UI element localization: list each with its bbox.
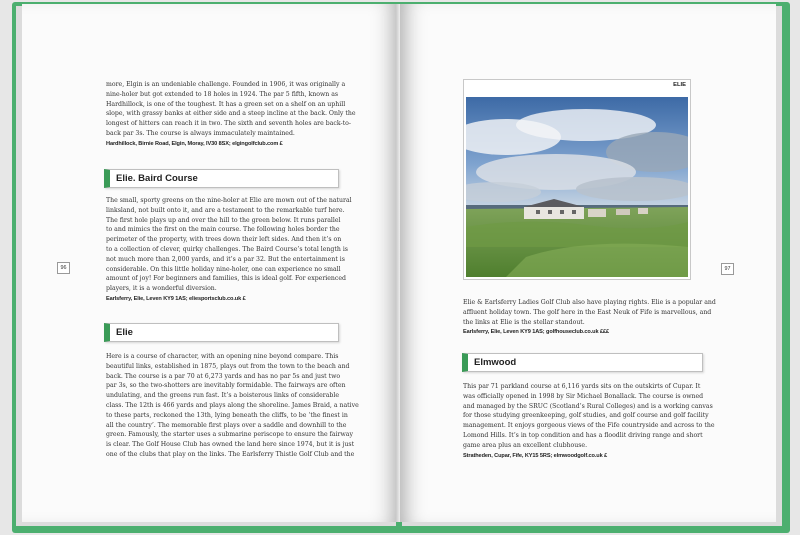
text-line: Elie & Earlsferry Ladies Golf Club also have playing rights. Elie is a popular and [463, 299, 716, 306]
text-line: considerable. On this little holiday nine-holer, one can experience no small [106, 265, 341, 273]
text-line: back par 3s. The course is always immaculately maintained. [106, 129, 295, 137]
intro-text [106, 80, 359, 147]
text-line: players, it is a wonderful diversion. [106, 285, 217, 293]
section-heading-elmwood: Elmwood [462, 353, 703, 372]
page-number-left: 96 [57, 262, 70, 274]
text-line: amount of joy! For beginners and families, this is ideal golf. For experienced [106, 275, 346, 283]
text-line: beautiful links, established in 1875, plays out from the town to the beach and [106, 362, 350, 370]
text-line: is clear. The Golf House Club has owned the land here since 1974, but it is just [106, 441, 355, 449]
text-line: par 3s, so the two-shotters are inevitably formidable. The fairways are often [106, 382, 346, 390]
continued-text [463, 298, 716, 335]
text-line: one of the clubs that play on the links. The Earlsferry Thistle Golf Club and the [106, 450, 355, 458]
text-line: to and mimics the first on the main course. The following holes border the [106, 226, 340, 234]
golf-course-photo [466, 97, 688, 277]
left-page [22, 4, 398, 522]
text-line: the links at Elie is the stellar standout. [463, 318, 585, 326]
section-heading-elie: Elie [104, 323, 339, 342]
text-line: not much more than 2,000 yards, and it’s a par 32. But the entertainment is [106, 255, 345, 263]
text-line: The small, sporty greens on the nine-holer at Elie are mown out of the natural [106, 197, 352, 204]
text-line: for those studying greenkeeping, golf studies, and golf course and golf facility [463, 412, 709, 420]
text-line: undulating, and the greens run fast. It’s a boisterous links of considerable [106, 392, 339, 400]
text-line: Lomond Hills. It’s in top condition and has a floodlit driving range and short [463, 431, 703, 439]
text-line: and managed by the SRUC (Scotland’s Rural Colleges) and is a working canvas [463, 402, 713, 410]
text-line: class. The 12th is 466 yards and plays along the shoreline. James Braid, a native [106, 401, 359, 409]
elie-text [106, 352, 359, 460]
text-line: nine-holer but got extended to 18 holes in 1924. The par 5 fifth, known as [106, 90, 339, 98]
baird-text [106, 196, 359, 302]
text-line: perimeter of the property, with trees down their left sides. And then it’s on [106, 236, 342, 244]
right-page [400, 4, 776, 522]
photo-label: ELIE [673, 82, 686, 88]
section-heading-baird: Elie. Baird Course [104, 169, 339, 188]
golf-landscape-image [466, 97, 688, 277]
text-line: The first hole plays up and over the hill to the green below. It runs parallel [106, 216, 341, 224]
elmwood-text [463, 382, 716, 459]
text-line: linksland, not built onto it, and are a testament to the remarkable turf here. [106, 206, 345, 214]
text-line: green. Famously, the starter uses a submarine periscope to ensure the fairway [106, 431, 353, 439]
page-number-right: 97 [721, 263, 734, 275]
text-line: Hardhillock, is one of the toughest. It has a green set on a shelf on an uphill [106, 100, 346, 108]
continued-address: Earlsferry, Elie, Leven KY9 1AS; golfhouseclub.co.uk £££ [463, 329, 610, 336]
text-line: slope, with grassy banks at either side and a steep incline at the back. Only the [106, 110, 356, 118]
text-line: Here is a course of character, with an opening nine beyond compare. This [106, 353, 339, 360]
text-line: This par 71 parkland course at 6,116 yards sits on the outskirts of Cupar. It [463, 383, 701, 390]
intro-address: Hardhillock, Birnie Road, Elgin, Moray, IV30 8SX; elgingolfclub.com £ [106, 140, 283, 147]
photo-frame [463, 79, 691, 280]
text-line: more, Elgin is an undeniable challenge. Founded in 1906, it was originally a [106, 81, 346, 88]
baird-address: Earlsferry, Elie, Leven KY9 1AS; eliesportsclub.co.uk £ [106, 295, 246, 302]
text-line: game area plus an excellent clubhouse. [463, 441, 588, 449]
elmwood-address: Stratheden, Cupar, Fife, KY15 5RS; elmwoodgolf.co.uk £ [463, 452, 608, 459]
text-line: to a collection of clever, quirky challenges. The Baird Course’s total length is [106, 245, 348, 253]
text-line: was officially opened in 1998 by Sir Michael Bonallack. The course is owned [463, 392, 704, 400]
text-line: to these parts, reckoned the 13th, lying beneath the cliffs, to be ‘the finest in [106, 411, 348, 419]
text-line: affluent holiday town. The golf here in the East Neuk of Fife is marvellous, and [463, 308, 712, 316]
text-line: all the country’. The memorable first plays over a saddle and downhill to the [106, 421, 347, 429]
text-line: back. The course is a par 70 at 6,273 yards and has no par 5s and just two [106, 372, 341, 380]
text-line: longest of hitters can reach it in two. The sixth and seventh holes are back-to- [106, 120, 351, 128]
text-line: management. It enjoys gorgeous views of the Fife countryside and across to the [463, 422, 715, 430]
